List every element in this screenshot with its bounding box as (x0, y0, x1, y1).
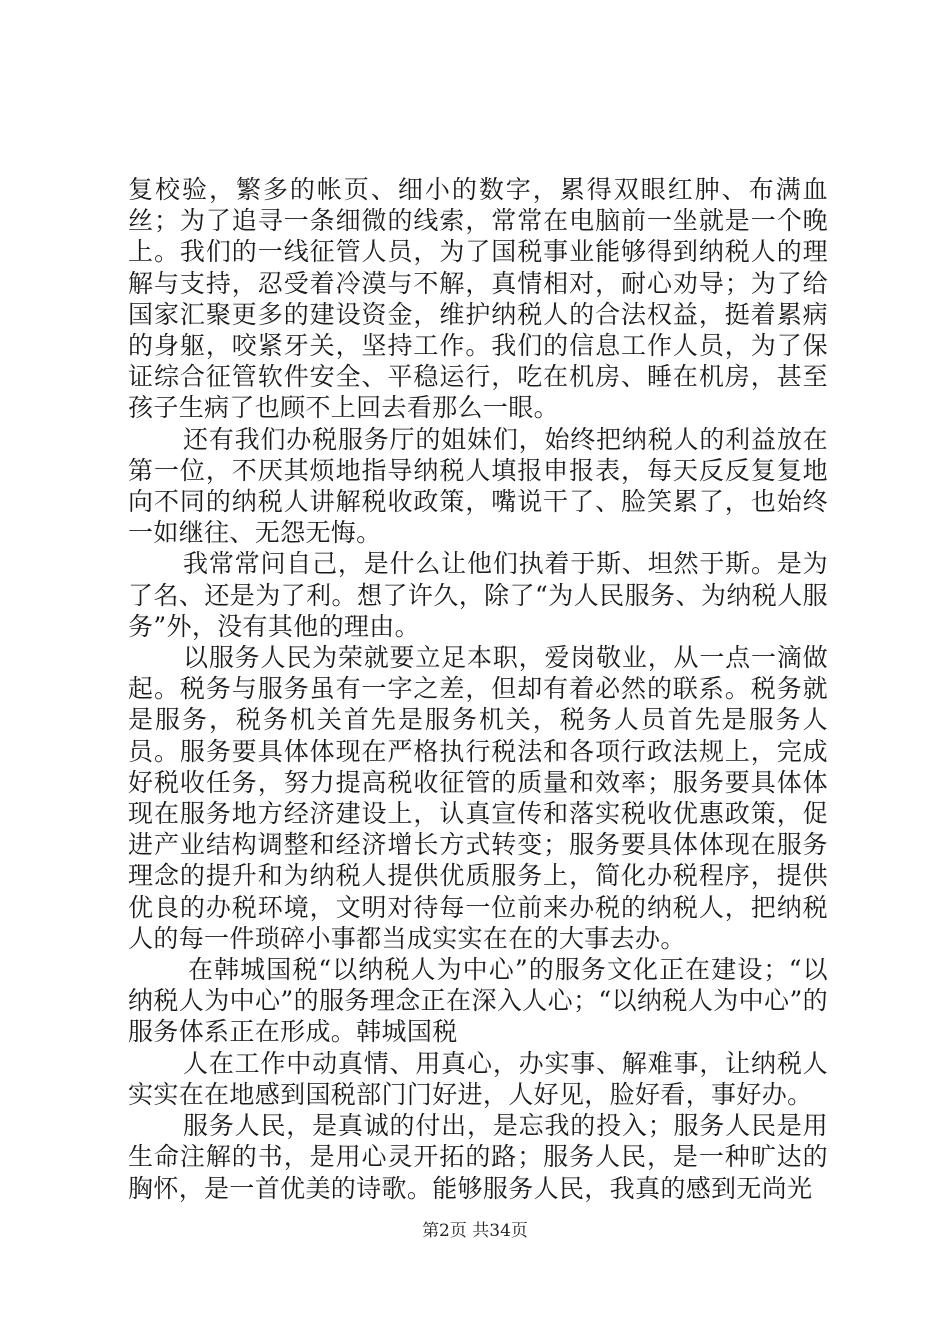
paragraph-4: 以服务人民为荣就要立足本职，爱岗敬业，从一点一滴做起。税务与服务虽有一字之差，但却有着必然的联系。税务就是服务，税务机关首先是服务机关，税务人员首先是服务人员。服务要具体体现在严格执行税法和各项行政法规上，完成好税收任务，努力提高税收征管的质量和效率；服务要具体体现在服务地方经济建设上，认真宣传和落实税收优惠政策，促进产业结构调整和经济增长方式转变；服务要具体体现在服务理念的提升和为纳税人提供优质服务上，简化办税程序，提供优良的办税环境，文明对待每一位前来办税的纳税人，把纳税人的每一件琐碎小事都当成实实在在的大事去办。 (128, 643, 828, 953)
paragraph-5: 在韩城国税“以纳税人为中心”的服务文化正在建设；“以纳税人为中心”的服务理念正在深入人心；“以纳税人为中心”的服务体系正在形成。韩城国税 (128, 955, 828, 1047)
paragraph-6: 人在工作中动真情、用真心，办实事、解难事，让纳税人实实在在地感到国税部门门好进，人好见，脸好看，事好办。 (128, 1048, 828, 1109)
page-number-label: 第2页 共34页 (422, 1221, 528, 1241)
paragraph-1: 复校验，繁多的帐页、细小的数字，累得双眼红肿、布满血丝；为了追寻一条细微的线索，常常在电脑前一坐就是一个晚上。我们的一线征管人员，为了国税事业能够得到纳税人的理解与支持，忍受着冷漠与不解，真情相对，耐心劝导；为了给国家汇聚更多的建设资金，维护纳税人的合法权益，挺着累病的身躯，咬紧牙关，坚持工作。我们的信息工作人员，为了保证综合征管软件安全、平稳运行，吃在机房、睡在机房，甚至孩子生病了也顾不上回去看那么一眼。 (128, 175, 828, 423)
document-body (128, 174, 828, 1204)
paragraph-7: 服务人民，是真诚的付出，是忘我的投入；服务人民是用生命注解的书，是用心灵开拓的路；服务人民，是一种旷达的胸怀，是一首优美的诗歌。能够服务人民，我真的感到无尚光 (128, 1111, 828, 1203)
paragraph-3: 我常常问自己，是什么让他们执着于斯、坦然于斯。是为了名、还是为了利。想了许久，除了“为人民服务、为纳税人服务”外，没有其他的理由。 (128, 549, 828, 641)
paragraph-2: 还有我们办税服务厅的姐妹们，始终把纳税人的利益放在第一位，不厌其烦地指导纳税人填报申报表，每天反反复复地向不同的纳税人讲解税收政策，嘴说干了、脸笑累了，也始终一如继往、无怨无悔。 (128, 424, 828, 548)
page-footer (0, 1216, 950, 1241)
